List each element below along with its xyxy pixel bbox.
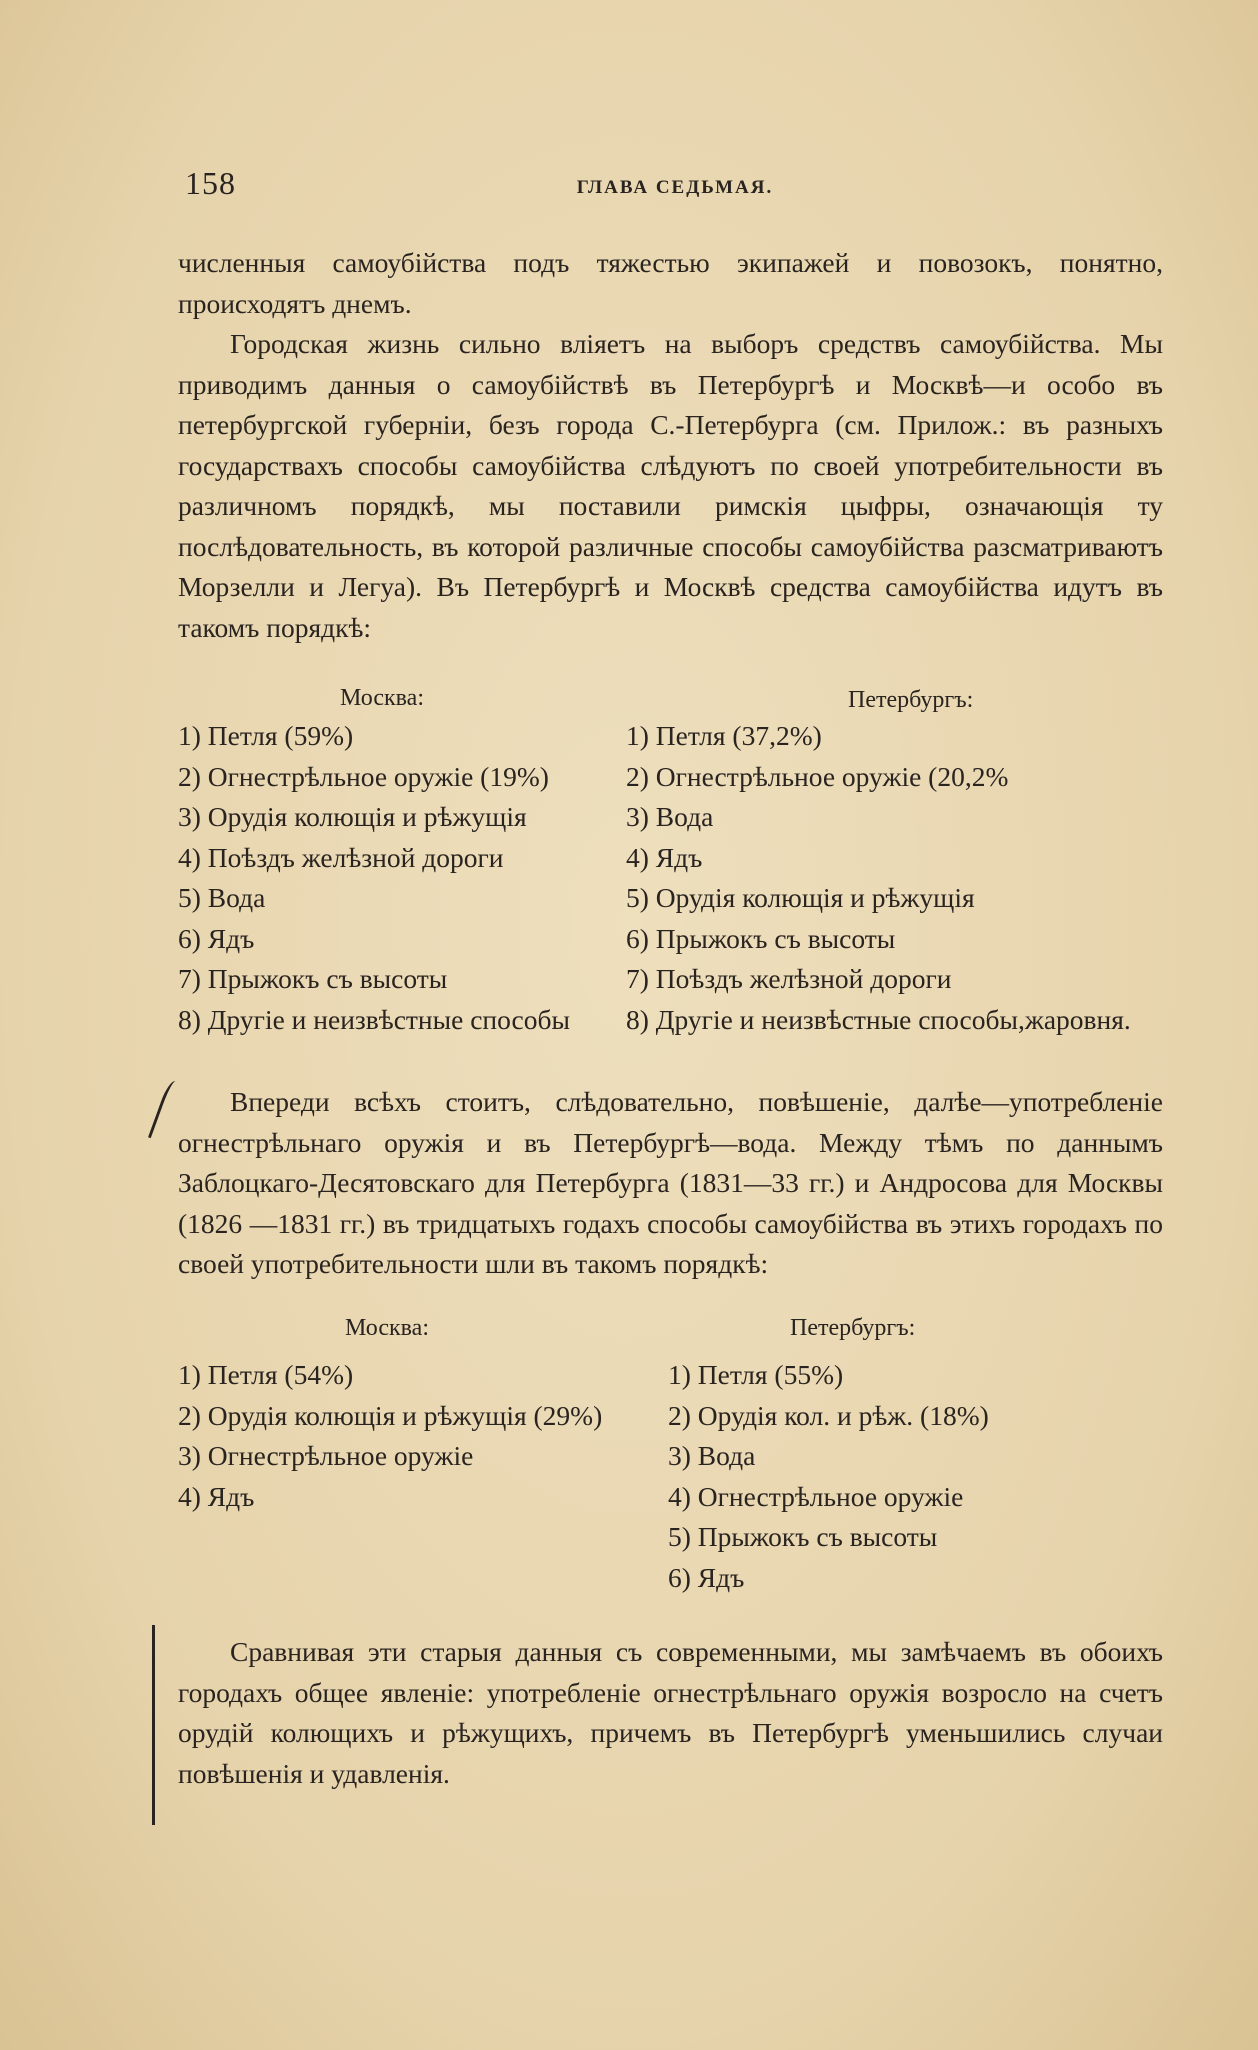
paragraph-2: Городская жизнь сильно вліяетъ на выборъ средствъ самоубійства. Мы приводимъ данныя о самоубійствѣ въ Петербургѣ и Москвѣ—и особо въ петербургской губерніи, безъ города С.-Петербурга (см. Прилож.: въ разныхъ государствахъ способы самоубійства слѣдуютъ по своей употребительности въ различномъ порядкѣ, мы поставили римскія цыфры, означающія ту послѣдовательность, въ которой различные способы самоубійства разсматриваютъ Морзелли и Легуа). Въ Петербургѣ и Москвѣ средства самоубійства идутъ въ такомъ порядкѣ: — [178, 328, 1163, 643]
list-item: 6) Ядъ — [668, 1561, 745, 1593]
paragraph-3: Впереди всѣхъ стоитъ, слѣдовательно, повѣшеніе, далѣе—употребленіе огнестрѣльнаго оружія и въ Петербургѣ—вода. Между тѣмъ по даннымъ Заблоцкаго-Десятовскаго для Петербурга (1831—33 гг.) и Андросова для Москвы (1826 —1831 гг.) въ тридцатыхъ годахъ способы самоубійства въ этихъ городахъ по своей употребительности шли въ такомъ порядкѣ: — [178, 1086, 1163, 1279]
margin-line-mark — [152, 1625, 155, 1825]
list-item: 2) Орудія кол. и рѣж. (18%) — [668, 1399, 989, 1431]
list-item: 5) Вода — [178, 882, 266, 913]
moscow-header-old: Москва: — [345, 1315, 429, 1341]
list-item: 3) Огнестрѣльное оружіе — [178, 1440, 474, 1471]
list-item: 8) Другіе и неизвѣстные способы,жаровня. — [626, 1003, 1131, 1035]
list-item: 2) Огнестрѣльное оружіе (20,2% — [626, 760, 1009, 792]
petersburg-header-modern: Петербургъ: — [848, 687, 974, 713]
list-item: 4) Огнестрѣльное оружіе — [668, 1480, 964, 1512]
list-item: 5) Орудія колющія и рѣжущія — [626, 882, 975, 913]
list-item: 8) Другіе и неизвѣстные способы — [178, 1003, 570, 1035]
list-item: 3) Вода — [668, 1440, 756, 1471]
list-item: 7) Прыжокъ съ высоты — [178, 963, 448, 994]
petersburg-header-old: Петербургъ: — [790, 1315, 916, 1341]
moscow-list-modern — [178, 716, 570, 1040]
list-item: 4) Ядъ — [626, 841, 703, 873]
list-item: 1) Петля (59%) — [178, 720, 354, 751]
list-item: 1) Петля (54%) — [178, 1359, 354, 1390]
list-item: 3) Вода — [626, 801, 714, 832]
list-item: 2) Орудія колющія и рѣжущія (29%) — [178, 1399, 603, 1431]
moscow-header-modern: Москва: — [340, 685, 424, 711]
list-item: 3) Орудія колющія и рѣжущія — [178, 801, 527, 832]
list-item: 7) Поѣздъ желѣзной дороги — [626, 963, 952, 994]
paragraph-1: численныя самоубійства подъ тяжестью экипажей и повозокъ, понятно, происходятъ днемъ. — [178, 247, 1163, 319]
moscow-list-old — [178, 1355, 602, 1517]
page-number: 158 — [185, 165, 236, 201]
list-item: 5) Прыжокъ съ высоты — [668, 1521, 938, 1552]
chapter-title: ГЛАВА СЕДЬМАЯ. — [576, 177, 774, 198]
petersburg-list-modern — [626, 716, 1131, 1040]
petersburg-list-old — [668, 1355, 989, 1598]
running-header — [185, 165, 1165, 210]
list-item: 6) Ядъ — [178, 922, 255, 954]
list-item: 4) Поѣздъ желѣзной дороги — [178, 841, 504, 873]
list-item: 4) Ядъ — [178, 1480, 255, 1512]
list-item: 6) Прыжокъ съ высоты — [626, 922, 896, 954]
paragraph-4: Сравнивая эти старыя данныя съ современными, мы замѣчаемъ въ обоихъ городахъ общее явленіе: употребленіе огнестрѣльнаго оружія возросло на счетъ орудій колющихъ и рѣжущихъ, причемъ въ Петербургѣ уменьшились случаи повѣшенія и удавленія. — [178, 1636, 1163, 1789]
list-item: 1) Петля (55%) — [668, 1359, 844, 1390]
list-item: 2) Огнестрѣльное оружіе (19%) — [178, 760, 549, 792]
list-item: 1) Петля (37,2%) — [626, 720, 822, 751]
